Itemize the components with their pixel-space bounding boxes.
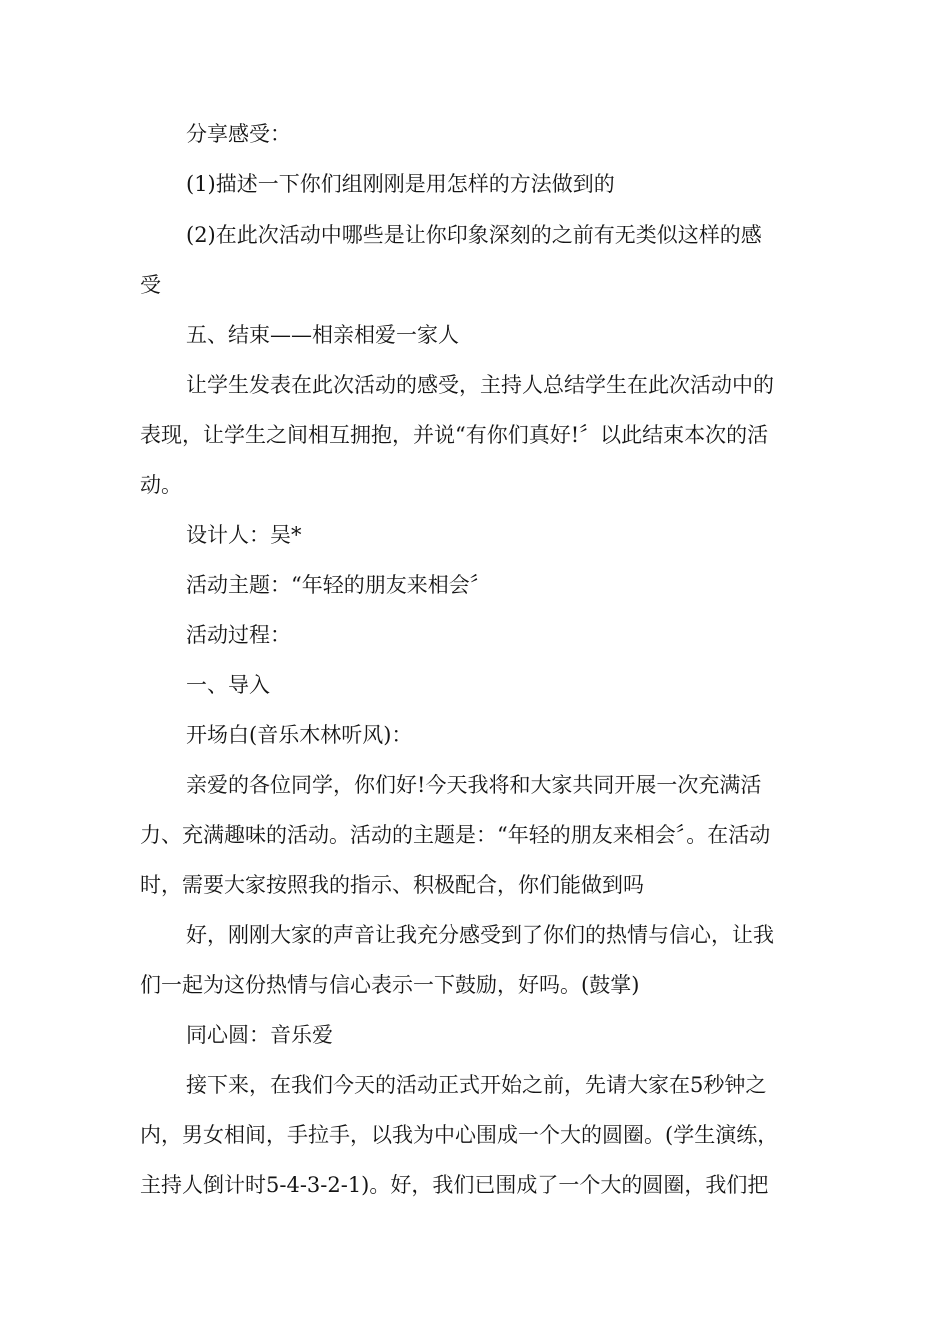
text-line: 好，刚刚大家的声音让我充分感受到了你们的热情与信心，让我 — [186, 923, 774, 947]
text-line: 让学生发表在此次活动的感受，主持人总结学生在此次活动中的 — [186, 373, 774, 397]
text-line: 同心圆：音乐爱 — [186, 1023, 333, 1047]
text-line: 活动主题：“年轻的朋友来相会〞 — [186, 573, 491, 597]
text-line: (1)描述一下你们组刚刚是用怎样的方法做到的 — [186, 172, 615, 196]
section-heading: 五、结束——相亲相爱一家人 — [186, 323, 459, 347]
text-line: 活动过程： — [186, 623, 291, 647]
text-line: (2)在此次活动中哪些是让你印象深刻的之前有无类似这样的感 — [186, 223, 762, 247]
text-line: 开场白(音乐木林听风)： — [186, 723, 413, 747]
text-line: 们一起为这份热情与信心表示一下鼓励，好吗。(鼓掌) — [140, 973, 640, 997]
text-line: 表现，让学生之间相互拥抱，并说“有你们真好!〞以此结束本次的活 — [140, 423, 769, 447]
text-line: 分享感受： — [186, 122, 291, 146]
text-line: 时，需要大家按照我的指示、积极配合，你们能做到吗 — [140, 873, 644, 897]
text-line: 动。 — [140, 473, 182, 497]
text-line: 力、充满趣味的活动。活动的主题是：“年轻的朋友来相会〞。在活动 — [140, 823, 771, 847]
text-line: 接下来，在我们今天的活动正式开始之前，先请大家在5秒钟之 — [186, 1073, 767, 1097]
text-line: 内，男女相间，手拉手，以我为中心围成一个大的圆圈。(学生演练， — [140, 1123, 779, 1147]
text-line: 主持人倒计时5-4-3-2-1)。好，我们已围成了一个大的圆圈，我们把 — [140, 1173, 769, 1197]
text-line: 亲爱的各位同学，你们好!今天我将和大家共同开展一次充满活 — [186, 773, 762, 797]
text-line: 设计人：吴* — [186, 523, 302, 547]
text-line: 受 — [140, 273, 161, 297]
section-heading: 一、导入 — [186, 673, 270, 697]
